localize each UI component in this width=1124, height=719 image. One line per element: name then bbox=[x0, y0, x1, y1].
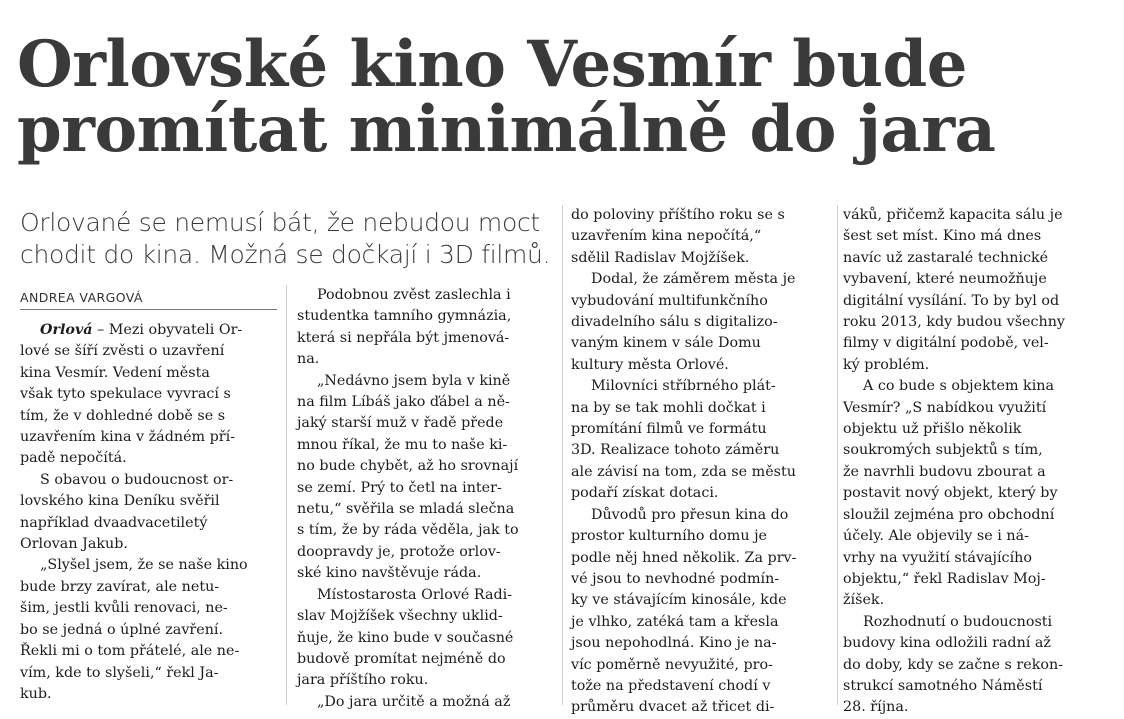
text-line-content: lovského kina Deníku svěřil bbox=[20, 493, 220, 510]
text-line bbox=[297, 542, 554, 563]
text-line bbox=[20, 684, 277, 705]
text-line-content: tože na představení chodí v bbox=[571, 677, 771, 694]
text-line-content: mnou říkal, že mu to naše ki- bbox=[297, 436, 508, 453]
text-line-content: „Nedávno jsem byla v kině bbox=[317, 372, 511, 389]
text-line bbox=[571, 462, 833, 483]
text-line-content: víc poměrně nevyužité, pro- bbox=[571, 656, 773, 673]
text-line bbox=[843, 226, 1113, 247]
text-line bbox=[843, 376, 1113, 397]
text-line bbox=[571, 226, 833, 247]
text-line bbox=[297, 328, 554, 349]
text-line bbox=[20, 663, 277, 684]
text-line-content: 28. října. bbox=[843, 699, 909, 716]
text-line bbox=[297, 563, 554, 584]
text-line bbox=[20, 598, 277, 619]
text-line-content: sdělil Radislav Mojžíšek. bbox=[571, 249, 750, 266]
text-line-content: vybavení, které neumožňuje bbox=[843, 271, 1047, 288]
text-line bbox=[843, 333, 1113, 354]
text-line-content: A co bude s objektem kina bbox=[863, 378, 1055, 395]
text-line bbox=[571, 505, 833, 526]
text-line bbox=[20, 491, 277, 512]
text-line bbox=[843, 440, 1113, 461]
text-line-content: bo se jedná o úplné zavření. bbox=[20, 621, 224, 638]
text-line bbox=[843, 590, 1113, 611]
text-line bbox=[571, 483, 833, 504]
text-line bbox=[20, 513, 277, 534]
text-line bbox=[297, 606, 554, 627]
text-line-content: vaným kinem v sále Domu bbox=[571, 335, 761, 352]
text-line-content: S obavou o budoucnost or- bbox=[40, 471, 234, 488]
text-line-content: netu,“ svěřila se mladá slečna bbox=[297, 501, 515, 518]
text-line bbox=[20, 555, 277, 576]
text-line bbox=[843, 462, 1113, 483]
text-line-content: slav Mojžíšek všechny uklid- bbox=[297, 608, 503, 625]
text-line-content: do poloviny příštího roku se s bbox=[571, 207, 785, 223]
text-line-content: objektu,“ řekl Radislav Moj- bbox=[843, 570, 1046, 587]
text-line-content: účely. Ale objevily se i ná- bbox=[843, 528, 1029, 545]
text-line-content: do doby, kdy se začne s rekon- bbox=[843, 656, 1064, 673]
text-line-content: jara příštího roku. bbox=[297, 672, 429, 689]
text-line-content: ky ve stávajícím kinosále, kde bbox=[571, 592, 787, 609]
text-line-content: Podobnou zvěst zaslechla i bbox=[317, 287, 511, 303]
text-line bbox=[571, 333, 833, 354]
text-line bbox=[571, 269, 833, 290]
lead-line: chodit do kina. Možná se dočkají i 3D filmů. bbox=[20, 240, 551, 269]
text-line-content: ale závisí na tom, zda se městu bbox=[571, 463, 796, 480]
headline-line: Orlovské kino Vesmír bude bbox=[17, 27, 967, 102]
text-line-content: jsou nepohodlná. Kino je na- bbox=[571, 635, 777, 652]
text-line bbox=[571, 633, 833, 654]
text-line bbox=[571, 612, 833, 633]
text-line-content: sloužil zejména pro obchodní bbox=[843, 506, 1055, 523]
text-line bbox=[297, 413, 554, 434]
text-line bbox=[20, 577, 277, 598]
text-line-content: vé jsou to nevhodné podmín- bbox=[571, 570, 780, 587]
text-line bbox=[571, 312, 833, 333]
text-line bbox=[843, 248, 1113, 269]
text-line-content: kultury města Orlové. bbox=[571, 356, 729, 373]
text-line-content: vrhy na využití stávajícího bbox=[843, 549, 1032, 566]
text-line-content: na film Líbáš jako ďábel a ně- bbox=[297, 394, 510, 411]
text-line bbox=[571, 655, 833, 676]
text-line-content: Místostarosta Orlové Radi- bbox=[317, 586, 513, 603]
text-line-content: prostor kulturního domu je bbox=[571, 528, 767, 545]
text-line bbox=[571, 440, 833, 461]
text-line-content: padě nepočítá. bbox=[20, 450, 127, 467]
headline-line: promítat minimálně do jara bbox=[17, 92, 996, 167]
text-line bbox=[571, 291, 833, 312]
text-line-content: digitální vysílání. To by byl od bbox=[843, 292, 1060, 309]
text-line bbox=[843, 398, 1113, 419]
text-line bbox=[843, 291, 1113, 312]
text-line bbox=[297, 306, 554, 327]
text-line bbox=[20, 320, 277, 341]
text-line bbox=[571, 419, 833, 440]
text-line bbox=[571, 526, 833, 547]
text-line-content: ký problém. bbox=[843, 356, 930, 373]
column-divider bbox=[837, 205, 838, 705]
text-line bbox=[20, 448, 277, 469]
text-line bbox=[20, 384, 277, 405]
text-line bbox=[297, 349, 554, 370]
text-line-content: Rozhodnutí o budoucnosti bbox=[863, 613, 1053, 630]
text-line bbox=[843, 269, 1113, 290]
text-line bbox=[571, 676, 833, 697]
text-line bbox=[20, 427, 277, 448]
text-line-content: uzavřením kina v žádném pří- bbox=[20, 429, 236, 446]
text-line-content: podle něj hned několik. Za prv- bbox=[571, 549, 797, 566]
text-line bbox=[297, 585, 554, 606]
text-line-content: vybudování multifunkčního bbox=[571, 292, 768, 309]
text-line bbox=[297, 456, 554, 477]
text-line-content: šest set míst. Kino má dnes bbox=[843, 228, 1042, 245]
text-line-content: průměru dvacet až třicet di- bbox=[571, 699, 775, 716]
text-line-content: Orlovan Jakub. bbox=[20, 536, 128, 553]
article-column-3 bbox=[571, 205, 833, 719]
text-line-content: filmy v digitální podobě, vel- bbox=[843, 335, 1049, 352]
article-column-4 bbox=[843, 205, 1113, 719]
text-line-content: na. bbox=[297, 351, 320, 368]
text-line-content: kub. bbox=[20, 685, 52, 702]
text-line-content: bude brzy zavírat, ale netu- bbox=[20, 578, 220, 595]
text-line bbox=[571, 355, 833, 376]
text-line-content: – Mezi obyvateli Or- bbox=[92, 322, 243, 338]
text-line bbox=[571, 548, 833, 569]
text-line bbox=[571, 376, 833, 397]
text-line-content: tím, že v dohledné době se s bbox=[20, 407, 226, 424]
text-line bbox=[571, 205, 833, 226]
text-line-content: soukromých subjektů s tím, bbox=[843, 442, 1043, 459]
text-line bbox=[297, 628, 554, 649]
text-line bbox=[20, 534, 277, 555]
text-line bbox=[297, 478, 554, 499]
text-line-content: „Slyšel jsem, že se naše kino bbox=[40, 557, 248, 574]
text-line-content: divadelního sálu s digitalizo- bbox=[571, 314, 778, 331]
text-line bbox=[20, 341, 277, 362]
text-line-content: roku 2013, kdy budou všechny bbox=[843, 314, 1066, 331]
text-line-content: budovy kina odložili radní až bbox=[843, 635, 1051, 652]
text-line-content: která si nepřála být jmenová- bbox=[297, 329, 510, 346]
text-line-content: „Do jara určitě a možná až bbox=[317, 693, 511, 710]
text-line-content: studentka tamního gymnázia, bbox=[297, 308, 512, 325]
column-divider bbox=[286, 285, 287, 705]
text-line-content: budově promítat nejméně do bbox=[297, 650, 506, 667]
byline: ANDREA VARGOVÁ bbox=[20, 290, 277, 310]
article-column-1 bbox=[20, 320, 277, 705]
text-line-content: no bude chybět, až ho srovnají bbox=[297, 458, 519, 475]
text-line bbox=[843, 483, 1113, 504]
text-line-content: doopravdy je, protože orlov- bbox=[297, 543, 501, 560]
text-line-content: váků, přičemž kapacita sálu je bbox=[843, 207, 1063, 223]
text-line bbox=[297, 435, 554, 456]
text-line bbox=[297, 520, 554, 541]
text-line-content: postavit nový objekt, který by bbox=[843, 485, 1058, 502]
text-line bbox=[571, 697, 833, 718]
text-line-content: Milovníci stříbrného plát- bbox=[591, 378, 776, 395]
text-line-content: se zemí. Prý to četl na inter- bbox=[297, 479, 502, 496]
text-line-content: ňuje, že kino bude v současné bbox=[297, 629, 514, 646]
text-line bbox=[297, 499, 554, 520]
text-line bbox=[297, 392, 554, 413]
lead-paragraph bbox=[20, 207, 570, 271]
text-line-content: promítání filmů ve formátu bbox=[571, 421, 767, 438]
text-line bbox=[843, 676, 1113, 697]
text-line bbox=[843, 697, 1113, 718]
text-line bbox=[571, 248, 833, 269]
text-line bbox=[843, 419, 1113, 440]
text-line bbox=[297, 371, 554, 392]
text-line bbox=[843, 526, 1113, 547]
text-line-content: že navrhli budovu zbourat a bbox=[843, 463, 1046, 480]
text-line-content: navíc už zastaralé technické bbox=[843, 249, 1049, 266]
text-line bbox=[843, 655, 1113, 676]
text-line bbox=[571, 590, 833, 611]
text-line bbox=[843, 205, 1113, 226]
text-line bbox=[297, 285, 554, 306]
text-line bbox=[843, 548, 1113, 569]
dateline-location: Orlová bbox=[40, 322, 93, 338]
text-line-content: například dvaadvacetiletý bbox=[20, 514, 208, 531]
lead-line: Orlované se nemusí bát, že nebudou moct bbox=[20, 208, 540, 237]
text-line-content: žíšek. bbox=[843, 592, 885, 609]
column-divider bbox=[562, 205, 563, 705]
text-line bbox=[20, 470, 277, 491]
article-column-2 bbox=[297, 285, 554, 713]
text-line bbox=[20, 406, 277, 427]
text-line-content: 3D. Realizace tohoto záměru bbox=[571, 442, 780, 459]
text-line-content: ské kino navštěvuje ráda. bbox=[297, 565, 482, 582]
text-line-content: s tím, že by ráda věděla, jak to bbox=[297, 522, 519, 539]
text-line bbox=[20, 620, 277, 641]
text-line-content: však tyto spekulace vyvrací s bbox=[20, 386, 231, 403]
text-line-content: Důvodů pro přesun kina do bbox=[591, 506, 789, 523]
text-line-content: šim, jestli kvůli renovaci, ne- bbox=[20, 600, 228, 617]
text-line bbox=[20, 363, 277, 384]
text-line-content: Řekli mi o tom přátelé, ale ne- bbox=[20, 643, 240, 660]
text-line bbox=[843, 569, 1113, 590]
text-line-content: jaký starší muž v řadě přede bbox=[297, 415, 504, 432]
text-line-content: strukcí samotného Náměstí bbox=[843, 677, 1043, 694]
text-line-content: objektu už přišlo několik bbox=[843, 421, 1022, 438]
text-line bbox=[843, 505, 1113, 526]
text-line bbox=[843, 312, 1113, 333]
text-line-content: Vesmír? „S nabídkou využití bbox=[843, 399, 1047, 416]
text-line bbox=[571, 398, 833, 419]
text-line bbox=[843, 355, 1113, 376]
headline bbox=[17, 27, 1117, 167]
text-line bbox=[843, 612, 1113, 633]
text-line-content: na by se tak mohli dočkat i bbox=[571, 399, 766, 416]
text-line bbox=[571, 569, 833, 590]
text-line-content: Dodal, že záměrem města je bbox=[591, 271, 796, 288]
text-line bbox=[20, 641, 277, 662]
text-line-content: podaří získat dotaci. bbox=[571, 485, 719, 502]
text-line bbox=[843, 633, 1113, 654]
text-line-content: je vlhko, zatéká tam a křesla bbox=[571, 613, 779, 630]
text-line bbox=[297, 692, 554, 713]
text-line bbox=[297, 670, 554, 691]
text-line-content: kina Vesmír. Vedení města bbox=[20, 364, 210, 381]
text-line bbox=[297, 649, 554, 670]
text-line-content: uzavřením kina nepočítá,“ bbox=[571, 228, 762, 245]
text-line-content: lové se šíří zvěsti o uzavření bbox=[20, 343, 225, 360]
text-line-content: vím, kde to slyšeli,“ řekl Ja- bbox=[20, 664, 219, 681]
